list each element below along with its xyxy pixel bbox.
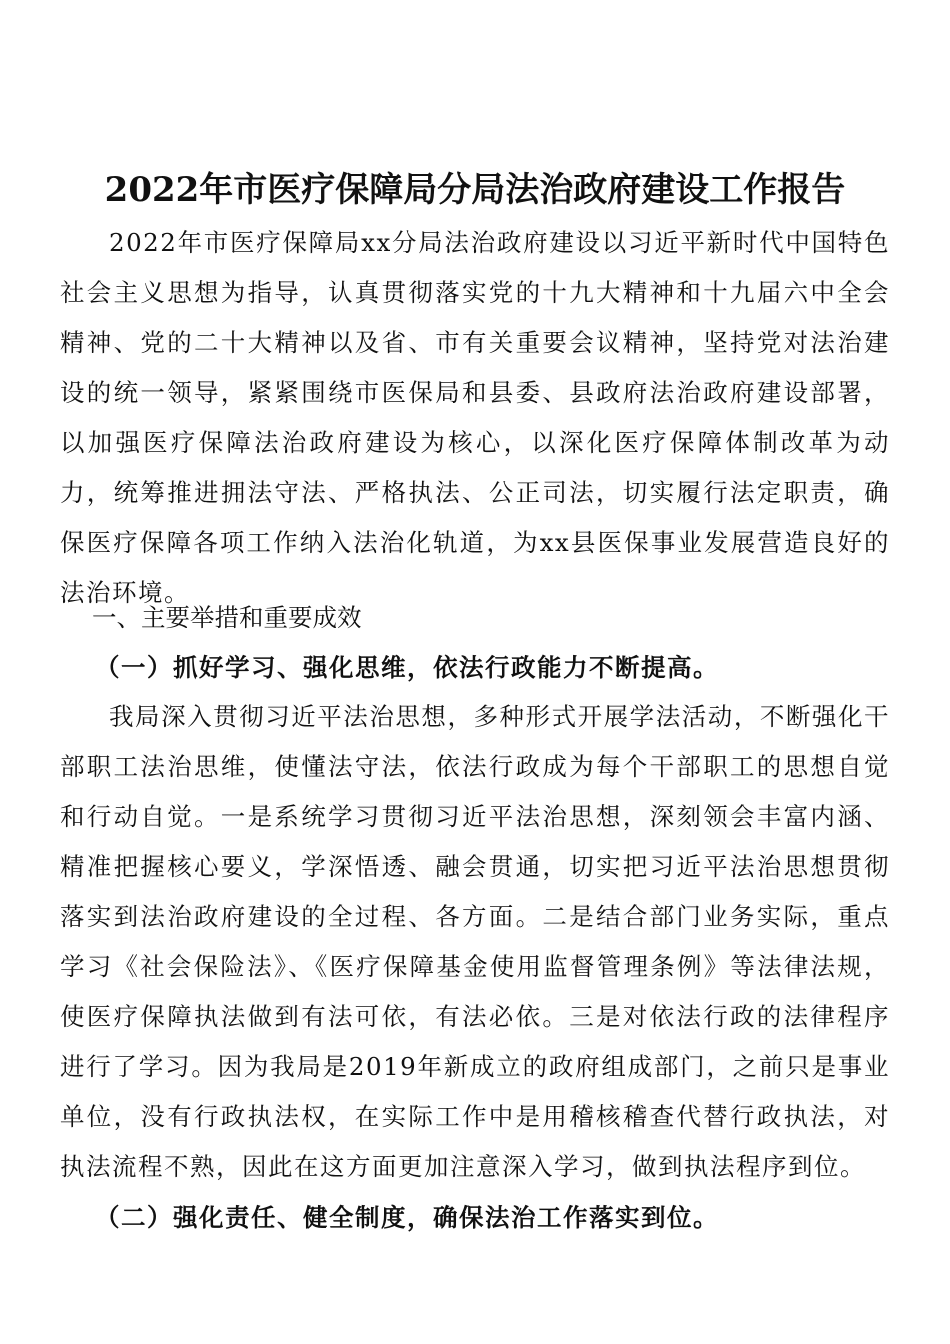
- intro-paragraph: 2022年市医疗保障局xx分局法治政府建设以习近平新时代中国特色社会主义思想为指导，认真贯彻落实党的十九大精神和十九届六中全会精神、党的二十大精神以及省、市有关重要会议精神，坚持党对法治建设的统一领导，紧紧围绕市医保局和县委、县政府法治政府建设部署，以加强医疗保障法治政府建设为核心，以深化医疗保障体制改革为动力，统筹推进拥法守法、严格执法、公正司法，切实履行法定职责，确保医疗保障各项工作纳入法治化轨道，为xx县医保事业发展营造良好的法治环境。: [60, 228, 890, 607]
- section-heading-1: 一、主要举措和重要成效: [92, 603, 362, 632]
- subsection-heading-1: （一）抓好学习、强化思维，依法行政能力不断提高。: [95, 653, 719, 682]
- subsection-heading-2: （二）强化责任、健全制度，确保法治工作落实到位。: [95, 1203, 719, 1232]
- document-title: 2022年市医疗保障局分局法治政府建设工作报告: [104, 170, 846, 210]
- subsection-1-paragraph: 我局深入贯彻习近平法治思想，多种形式开展学法活动，不断强化干部职工法治思维，使懂法守法，依法行政成为每个干部职工的思想自觉和行动自觉。一是系统学习贯彻习近平法治思想，深刻领会丰富内涵、精准把握核心要义，学深悟透、融会贯通，切实把习近平法治思想贯彻落实到法治政府建设的全过程、各方面。二是结合部门业务实际，重点学习《社会保险法》、《医疗保障基金使用监督管理条例》等法律法规，使医疗保障执法做到有法可依，有法必依。三是对依法行政的法律程序进行了学习。因为我局是2019年新成立的政府组成部门，之前只是事业单位，没有行政执法权，在实际工作中是用稽核稽查代替行政执法，对执法流程不熟，因此在这方面更加注意深入学习，做到执法程序到位。: [60, 702, 890, 1181]
